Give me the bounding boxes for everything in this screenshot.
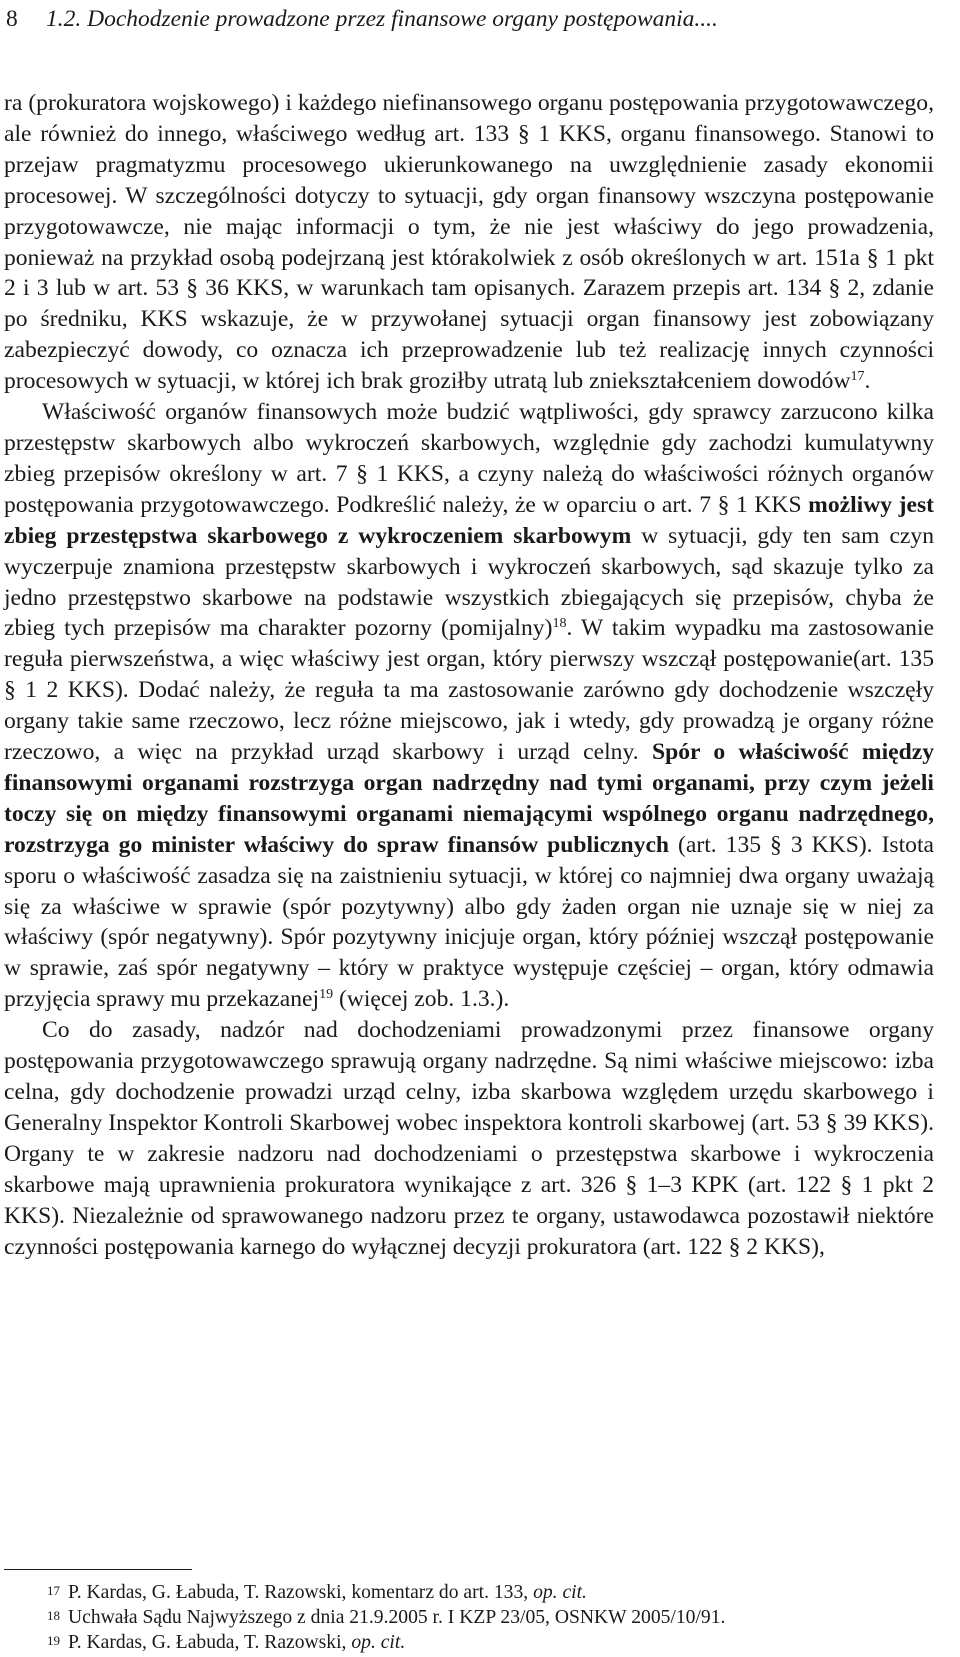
paragraph-text: w sytuacji, gdy ten sam czyn wyczerpuje znamiona przestępstw skarbowych i wykroczeń skarbowych, sąd skazuje tylko za jedno przestępstwo skarbowe na podstawie wszystkich zbiegających się przepisów, chyba że zbieg tych przepisów ma charakter pozorny (pomijalny)	[4, 522, 934, 642]
footnote-plain: P. Kardas, G. Łabuda, T. Razowski, komentarz do art. 133,	[68, 1582, 534, 1603]
bold-emphasis: Spór o właściwość między finansowymi organami rozstrzyga organ nadrzędny nad tymi organami, przy czym jeżeli toczy się on między finansowymi organami niemającymi wspólnego organu nadrzędnego, rozstrzyga go minister właściwy do spraw finansów publicznych	[4, 739, 934, 858]
running-title: 1.2. Dochodzenie prowadzone przez finansowe organy postępowania....	[46, 6, 718, 32]
footnote-ref-18: 18	[552, 616, 567, 632]
footnotes	[0, 1580, 940, 1655]
footnote-ref-17: 17	[850, 369, 865, 385]
paragraph-3	[4, 1015, 934, 1262]
paragraph-2	[4, 397, 934, 1015]
paragraph-text: Co do zasady, nadzór nad dochodzeniami prowadzonymi przez finansowe organy postępowania przygotowawczego sprawują organy nadrzędne. Są nimi właściwe miejscowo: izba celna, gdy dochodzenie prowadzi urząd celny, izba skarbowa względem urzędu skarbowego i Generalny Inspektor Kontroli Skarbowej wobec inspektora kontroli skarbowej (art. 53 § 39 KKS). Organy te w zakresie nadzoru nad dochodzeniami o przestępstwa skarbowe i wykroczenia skarbowe mają uprawnienia prokuratora wynikające z art. 326 § 1–3 KPK (art. 122 § 1 pkt 2 KKS). Niezależnie od sprawowanego nadzoru przez te organy, ustawodawca pozostawił niektóre czynności postępowania karnego do wyłącznej decyzji prokuratora (art. 122 § 2 KKS),	[4, 1017, 934, 1260]
footnote-plain: P. Kardas, G. Łabuda, T. Razowski,	[68, 1632, 352, 1653]
paragraph-text: (więcej zob. 1.3.).	[333, 986, 510, 1013]
footnote-italic: op. cit.	[351, 1632, 406, 1653]
footnote-ref-19: 19	[319, 987, 334, 1003]
footnote-number: 17	[47, 1583, 60, 1598]
footnote-text	[68, 1630, 405, 1655]
footnote-italic: op. cit.	[533, 1582, 587, 1603]
paragraph-1	[4, 88, 934, 397]
footnote-number: 19	[47, 1633, 60, 1648]
footnote-17	[0, 1580, 940, 1605]
paragraph-text: . W takim wypadku ma zastosowanie reguła pierwszeństwa, a więc właściwy jest organ, który pierwszy wszczął postępowanie(art. 135 § 1 2 KKS). Dodać należy, że reguła ta ma zastosowanie zarówno gdy dochodzenie wszczęły organy takie same rzeczowo, lecz różne miejscowo, jak i wtedy, gdy prowadzą je organy różne rzeczowo, a więc na przykład urząd skarbowy i urząd celny.	[4, 615, 934, 766]
footnote-number: 18	[47, 1608, 60, 1623]
footnote-18	[0, 1605, 940, 1630]
paragraph-text: .	[864, 368, 871, 395]
footnote-plain: Uchwała Sądu Najwyższego z dnia 21.9.2005 r. I KZP 23/05, OSNKW 2005/10/91.	[68, 1607, 726, 1628]
footnote-text	[68, 1605, 725, 1630]
main-text	[4, 88, 934, 1262]
paragraph-text: (art. 135 § 3 KKS). Istota sporu o właściwość zasadza się na zaistnieniu sytuacji, w której co najmniej dwa organy uważają się za właściwe w sprawie (spór pozytywny) albo gdy żaden organ nie uznaje się w niej za właściwy (spór negatywny). Spór pozytywny inicjuje organ, który później wszczął postępowanie w sprawie, zaś spór negatywny – który w praktyce występuje częściej – organ, który odmawia przyjęcia sprawy mu przekazanej	[4, 831, 934, 1013]
paragraph-text: Właściwość organów finansowych może budzić wątpliwości, gdy sprawcy zarzucono kilka przestępstw skarbowych albo wykroczeń skarbowych, względnie gdy zachodzi kumulatywny zbieg przepisów określony w art. 7 § 1 KKS, a czyny należą do właściwości różnych organów postępowania przygotowawczego. Podkreślić należy, że w oparciu o art. 7 § 1 KKS	[4, 399, 934, 518]
bold-emphasis: możliwy jest zbieg przestępstwa skarbowego z wykroczeniem skarbowym	[4, 491, 934, 549]
footnote-text	[68, 1580, 587, 1605]
running-header	[6, 2, 946, 36]
footnote-19	[0, 1630, 940, 1655]
paragraph-text: ra (prokuratora wojskowego) i każdego niefinansowego organu postępowania przygotowawczego, ale również do innego, właściwego według art. 133 § 1 KKS, organu finansowego. Stanowi to przejaw pragmatyzmu procesowego ukierunkowanego na uwzględnienie zasady ekonomii procesowej. W szczególności dotyczy to sytuacji, gdy organ finansowy wszczyna postępowanie przygotowawcze, nie mając informacji o tym, że nie jest właściwy do jego prowadzenia, ponieważ na przykład osobą podejrzaną jest którakolwiek z osób określonych w art. 151a § 1 pkt 2 i 3 lub w art. 53 § 36 KKS, w warunkach tam opisanych. Zarazem przepis art. 134 § 2, zdanie po średniku, KKS wskazuje, że w przywołanej sytuacji organ finansowy jest zobowiązany zabezpieczyć dowody, co oznacza ich przeprowadzenie lub też realizację innych czynności procesowych w sytuacji, w której ich brak groziłby utratą lub zniekształceniem dowodów	[4, 90, 934, 395]
footnote-separator	[4, 1569, 192, 1570]
page-number: 8	[6, 6, 18, 32]
